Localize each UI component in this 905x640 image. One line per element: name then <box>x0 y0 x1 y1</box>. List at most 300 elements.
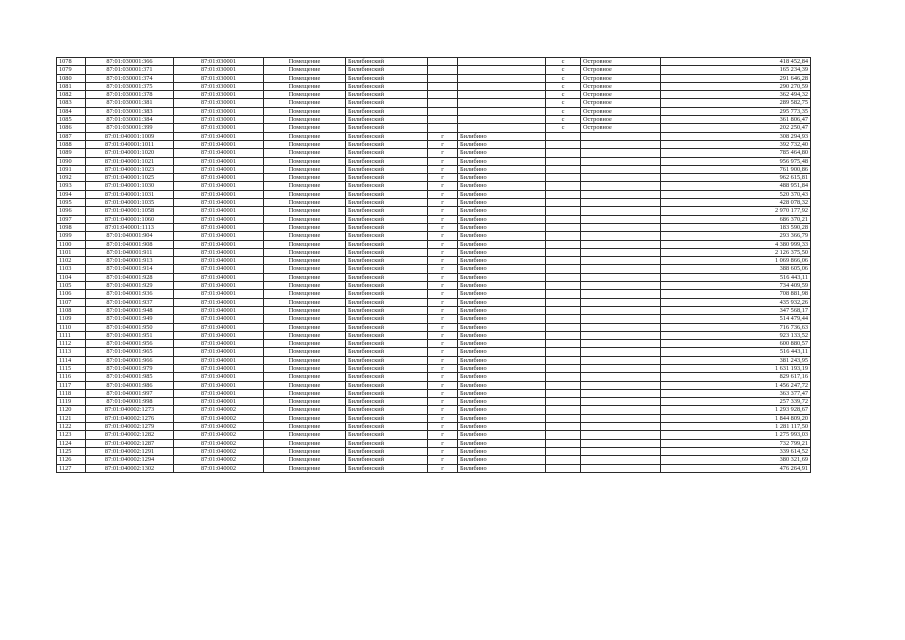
cadastral-number-cell: 87:01:040001:929 <box>86 282 174 290</box>
settlement-name-cell <box>458 91 546 99</box>
cadastral-cost-cell: 363 377,47 <box>661 389 811 397</box>
cadastral-cost-cell: 708 881,98 <box>661 290 811 298</box>
locality-type-cell <box>546 423 581 431</box>
row-number-cell: 1126 <box>57 456 86 464</box>
cadastral-number-cell: 87:01:040002:1291 <box>86 447 174 455</box>
locality-type-cell <box>546 165 581 173</box>
register-body <box>57 58 811 473</box>
locality-type-cell <box>546 431 581 439</box>
locality-type-cell <box>546 364 581 372</box>
cadastral-cost-cell: 347 568,17 <box>661 306 811 314</box>
cadastral-cost-cell: 291 646,28 <box>661 74 811 82</box>
district-cell: Билибинский <box>346 290 428 298</box>
locality-name-cell <box>581 348 661 356</box>
object-type-cell: Помещение <box>264 99 346 107</box>
cadastral-number-cell: 87:01:030001:383 <box>86 107 174 115</box>
locality-name-cell <box>581 298 661 306</box>
settlement-type-cell: г <box>428 165 458 173</box>
locality-type-cell: с <box>546 66 581 74</box>
locality-name-cell <box>581 182 661 190</box>
settlement-name-cell: Билибино <box>458 431 546 439</box>
cadastral-number-cell: 87:01:040001:1025 <box>86 174 174 182</box>
cadastral-number-cell: 87:01:040001:928 <box>86 273 174 281</box>
locality-type-cell <box>546 331 581 339</box>
cadastral-block-cell: 87:01:040001 <box>174 282 264 290</box>
row-number-cell: 1118 <box>57 389 86 397</box>
locality-name-cell <box>581 282 661 290</box>
cadastral-cost-cell: 1 293 928,67 <box>661 406 811 414</box>
cadastral-cost-cell: 2 970 177,92 <box>661 207 811 215</box>
locality-name-cell <box>581 248 661 256</box>
cadastral-register-table <box>56 57 811 473</box>
object-type-cell: Помещение <box>264 398 346 406</box>
row-number-cell: 1091 <box>57 165 86 173</box>
object-type-cell: Помещение <box>264 58 346 66</box>
object-type-cell: Помещение <box>264 66 346 74</box>
district-cell: Билибинский <box>346 381 428 389</box>
row-number-cell: 1121 <box>57 414 86 422</box>
locality-type-cell <box>546 232 581 240</box>
locality-name-cell <box>581 364 661 372</box>
object-type-cell: Помещение <box>264 389 346 397</box>
row-number-cell: 1096 <box>57 207 86 215</box>
district-cell: Билибинский <box>346 140 428 148</box>
locality-name-cell <box>581 381 661 389</box>
district-cell: Билибинский <box>346 464 428 472</box>
settlement-type-cell <box>428 116 458 124</box>
cadastral-block-cell: 87:01:040002 <box>174 423 264 431</box>
object-type-cell: Помещение <box>264 348 346 356</box>
settlement-name-cell: Билибино <box>458 356 546 364</box>
table-row <box>57 190 811 198</box>
row-number-cell: 1125 <box>57 447 86 455</box>
table-row <box>57 447 811 455</box>
locality-type-cell: с <box>546 116 581 124</box>
table-row <box>57 298 811 306</box>
table-row <box>57 364 811 372</box>
cadastral-number-cell: 87:01:040001:979 <box>86 364 174 372</box>
locality-type-cell <box>546 381 581 389</box>
district-cell: Билибинский <box>346 348 428 356</box>
cadastral-cost-cell: 923 133,52 <box>661 331 811 339</box>
object-type-cell: Помещение <box>264 423 346 431</box>
object-type-cell: Помещение <box>264 414 346 422</box>
cadastral-cost-cell: 435 932,26 <box>661 298 811 306</box>
row-number-cell: 1115 <box>57 364 86 372</box>
cadastral-number-cell: 87:01:040002:1287 <box>86 439 174 447</box>
settlement-type-cell: г <box>428 406 458 414</box>
object-type-cell: Помещение <box>264 331 346 339</box>
cadastral-number-cell: 87:01:040001:951 <box>86 331 174 339</box>
locality-name-cell <box>581 331 661 339</box>
district-cell: Билибинский <box>346 306 428 314</box>
district-cell: Билибинский <box>346 182 428 190</box>
district-cell: Билибинский <box>346 439 428 447</box>
table-row <box>57 99 811 107</box>
table-row <box>57 74 811 82</box>
row-number-cell: 1100 <box>57 240 86 248</box>
locality-name-cell: Островное <box>581 107 661 115</box>
district-cell: Билибинский <box>346 232 428 240</box>
cadastral-cost-cell: 956 975,48 <box>661 157 811 165</box>
object-type-cell: Помещение <box>264 431 346 439</box>
object-type-cell: Помещение <box>264 273 346 281</box>
object-type-cell: Помещение <box>264 190 346 198</box>
cadastral-cost-cell: 514 479,44 <box>661 315 811 323</box>
settlement-name-cell: Билибино <box>458 398 546 406</box>
row-number-cell: 1083 <box>57 99 86 107</box>
settlement-type-cell <box>428 124 458 132</box>
cadastral-cost-cell: 380 321,69 <box>661 456 811 464</box>
cadastral-block-cell: 87:01:040001 <box>174 157 264 165</box>
table-row <box>57 107 811 115</box>
settlement-type-cell: г <box>428 356 458 364</box>
cadastral-cost-cell: 362 494,32 <box>661 91 811 99</box>
cadastral-cost-cell: 716 736,63 <box>661 323 811 331</box>
object-type-cell: Помещение <box>264 74 346 82</box>
settlement-name-cell: Билибино <box>458 157 546 165</box>
locality-type-cell <box>546 389 581 397</box>
row-number-cell: 1103 <box>57 265 86 273</box>
locality-name-cell <box>581 140 661 148</box>
row-number-cell: 1127 <box>57 464 86 472</box>
cadastral-block-cell: 87:01:040001 <box>174 348 264 356</box>
table-row <box>57 66 811 74</box>
locality-name-cell <box>581 306 661 314</box>
settlement-type-cell: г <box>428 348 458 356</box>
settlement-name-cell <box>458 124 546 132</box>
settlement-name-cell: Билибино <box>458 273 546 281</box>
locality-name-cell <box>581 398 661 406</box>
settlement-type-cell <box>428 82 458 90</box>
settlement-type-cell: г <box>428 447 458 455</box>
row-number-cell: 1101 <box>57 248 86 256</box>
locality-type-cell <box>546 207 581 215</box>
settlement-name-cell <box>458 66 546 74</box>
locality-name-cell <box>581 174 661 182</box>
cadastral-block-cell: 87:01:040001 <box>174 315 264 323</box>
object-type-cell: Помещение <box>264 315 346 323</box>
locality-name-cell <box>581 315 661 323</box>
cadastral-block-cell: 87:01:040001 <box>174 323 264 331</box>
row-number-cell: 1102 <box>57 257 86 265</box>
locality-name-cell <box>581 423 661 431</box>
settlement-name-cell: Билибино <box>458 464 546 472</box>
settlement-type-cell: г <box>428 464 458 472</box>
cadastral-cost-cell: 4 380 999,33 <box>661 240 811 248</box>
locality-name-cell <box>581 389 661 397</box>
settlement-name-cell: Билибино <box>458 423 546 431</box>
settlement-name-cell: Билибино <box>458 215 546 223</box>
settlement-name-cell <box>458 107 546 115</box>
cadastral-block-cell: 87:01:040002 <box>174 439 264 447</box>
cadastral-block-cell: 87:01:040001 <box>174 199 264 207</box>
cadastral-cost-cell: 388 605,06 <box>661 265 811 273</box>
locality-type-cell <box>546 248 581 256</box>
settlement-type-cell: г <box>428 431 458 439</box>
cadastral-cost-cell: 308 294,93 <box>661 132 811 140</box>
settlement-type-cell: г <box>428 298 458 306</box>
settlement-name-cell: Билибино <box>458 265 546 273</box>
object-type-cell: Помещение <box>264 373 346 381</box>
row-number-cell: 1088 <box>57 140 86 148</box>
cadastral-block-cell: 87:01:040002 <box>174 464 264 472</box>
settlement-name-cell: Билибино <box>458 406 546 414</box>
object-type-cell: Помещение <box>264 464 346 472</box>
row-number-cell: 1107 <box>57 298 86 306</box>
cadastral-number-cell: 87:01:040001:1058 <box>86 207 174 215</box>
settlement-type-cell: г <box>428 149 458 157</box>
locality-name-cell <box>581 232 661 240</box>
table-row <box>57 82 811 90</box>
table-row <box>57 290 811 298</box>
locality-type-cell <box>546 356 581 364</box>
district-cell: Билибинский <box>346 207 428 215</box>
locality-type-cell <box>546 157 581 165</box>
district-cell: Билибинский <box>346 107 428 115</box>
settlement-name-cell: Билибино <box>458 414 546 422</box>
row-number-cell: 1120 <box>57 406 86 414</box>
district-cell: Билибинский <box>346 74 428 82</box>
district-cell: Билибинский <box>346 66 428 74</box>
table-row <box>57 306 811 314</box>
locality-type-cell <box>546 447 581 455</box>
settlement-type-cell: г <box>428 273 458 281</box>
cadastral-cost-cell: 476 264,91 <box>661 464 811 472</box>
cadastral-number-cell: 87:01:040002:1273 <box>86 406 174 414</box>
cadastral-block-cell: 87:01:040001 <box>174 223 264 231</box>
object-type-cell: Помещение <box>264 174 346 182</box>
table-row <box>57 282 811 290</box>
cadastral-cost-cell: 289 582,75 <box>661 99 811 107</box>
row-number-cell: 1110 <box>57 323 86 331</box>
object-type-cell: Помещение <box>264 223 346 231</box>
settlement-name-cell: Билибино <box>458 149 546 157</box>
locality-name-cell <box>581 456 661 464</box>
cadastral-block-cell: 87:01:030001 <box>174 116 264 124</box>
row-number-cell: 1097 <box>57 215 86 223</box>
locality-name-cell: Островное <box>581 124 661 132</box>
locality-name-cell: Островное <box>581 99 661 107</box>
cadastral-cost-cell: 516 443,11 <box>661 348 811 356</box>
cadastral-cost-cell: 686 370,21 <box>661 215 811 223</box>
cadastral-cost-cell: 734 409,59 <box>661 282 811 290</box>
locality-name-cell: Островное <box>581 74 661 82</box>
cadastral-block-cell: 87:01:040001 <box>174 165 264 173</box>
table-row <box>57 223 811 231</box>
table-row <box>57 182 811 190</box>
cadastral-block-cell: 87:01:040001 <box>174 340 264 348</box>
cadastral-cost-cell: 339 614,52 <box>661 447 811 455</box>
cadastral-cost-cell: 290 270,59 <box>661 82 811 90</box>
object-type-cell: Помещение <box>264 306 346 314</box>
table-row <box>57 464 811 472</box>
locality-type-cell <box>546 340 581 348</box>
locality-name-cell <box>581 464 661 472</box>
district-cell: Билибинский <box>346 58 428 66</box>
settlement-name-cell: Билибино <box>458 348 546 356</box>
locality-name-cell <box>581 290 661 298</box>
cadastral-number-cell: 87:01:040001:1035 <box>86 199 174 207</box>
row-number-cell: 1084 <box>57 107 86 115</box>
settlement-name-cell: Билибино <box>458 248 546 256</box>
cadastral-cost-cell: 732 799,21 <box>661 439 811 447</box>
cadastral-number-cell: 87:01:040001:904 <box>86 232 174 240</box>
locality-type-cell <box>546 140 581 148</box>
settlement-type-cell: г <box>428 364 458 372</box>
row-number-cell: 1108 <box>57 306 86 314</box>
cadastral-block-cell: 87:01:030001 <box>174 82 264 90</box>
locality-type-cell: с <box>546 82 581 90</box>
cadastral-cost-cell: 1 281 117,50 <box>661 423 811 431</box>
row-number-cell: 1124 <box>57 439 86 447</box>
locality-type-cell <box>546 439 581 447</box>
table-row <box>57 381 811 389</box>
district-cell: Билибинский <box>346 82 428 90</box>
cadastral-number-cell: 87:01:040001:949 <box>86 315 174 323</box>
cadastral-cost-cell: 516 443,11 <box>661 273 811 281</box>
cadastral-block-cell: 87:01:040001 <box>174 290 264 298</box>
locality-type-cell: с <box>546 74 581 82</box>
cadastral-number-cell: 87:01:030001:375 <box>86 82 174 90</box>
settlement-name-cell <box>458 99 546 107</box>
district-cell: Билибинский <box>346 340 428 348</box>
district-cell: Билибинский <box>346 199 428 207</box>
locality-name-cell <box>581 265 661 273</box>
settlement-type-cell: г <box>428 398 458 406</box>
cadastral-block-cell: 87:01:040001 <box>174 215 264 223</box>
locality-name-cell <box>581 199 661 207</box>
settlement-name-cell <box>458 116 546 124</box>
settlement-name-cell: Билибино <box>458 331 546 339</box>
cadastral-number-cell: 87:01:040001:1009 <box>86 132 174 140</box>
object-type-cell: Помещение <box>264 132 346 140</box>
district-cell: Билибинский <box>346 431 428 439</box>
settlement-type-cell: г <box>428 306 458 314</box>
settlement-name-cell: Билибино <box>458 389 546 397</box>
cadastral-number-cell: 87:01:040001:1020 <box>86 149 174 157</box>
locality-type-cell <box>546 373 581 381</box>
settlement-name-cell: Билибино <box>458 340 546 348</box>
district-cell: Билибинский <box>346 265 428 273</box>
locality-name-cell <box>581 223 661 231</box>
table-row <box>57 215 811 223</box>
locality-type-cell <box>546 398 581 406</box>
district-cell: Билибинский <box>346 257 428 265</box>
district-cell: Билибинский <box>346 456 428 464</box>
cadastral-cost-cell: 183 590,28 <box>661 223 811 231</box>
locality-type-cell <box>546 323 581 331</box>
locality-name-cell: Островное <box>581 66 661 74</box>
locality-name-cell <box>581 356 661 364</box>
settlement-name-cell <box>458 74 546 82</box>
object-type-cell: Помещение <box>264 439 346 447</box>
locality-name-cell: Островное <box>581 82 661 90</box>
object-type-cell: Помещение <box>264 82 346 90</box>
object-type-cell: Помещение <box>264 140 346 148</box>
district-cell: Билибинский <box>346 356 428 364</box>
cadastral-number-cell: 87:01:040001:936 <box>86 290 174 298</box>
cadastral-block-cell: 87:01:040001 <box>174 373 264 381</box>
settlement-type-cell <box>428 99 458 107</box>
district-cell: Билибинский <box>346 398 428 406</box>
cadastral-cost-cell: 962 615,81 <box>661 174 811 182</box>
cadastral-number-cell: 87:01:040001:1021 <box>86 157 174 165</box>
settlement-type-cell <box>428 74 458 82</box>
table-row <box>57 207 811 215</box>
settlement-type-cell: г <box>428 381 458 389</box>
row-number-cell: 1087 <box>57 132 86 140</box>
cadastral-cost-cell: 418 452,84 <box>661 58 811 66</box>
settlement-type-cell: г <box>428 223 458 231</box>
cadastral-number-cell: 87:01:040001:1060 <box>86 215 174 223</box>
cadastral-block-cell: 87:01:030001 <box>174 124 264 132</box>
district-cell: Билибинский <box>346 91 428 99</box>
settlement-type-cell: г <box>428 331 458 339</box>
locality-type-cell: с <box>546 91 581 99</box>
cadastral-number-cell: 87:01:030001:366 <box>86 58 174 66</box>
locality-type-cell <box>546 414 581 422</box>
row-number-cell: 1098 <box>57 223 86 231</box>
cadastral-number-cell: 87:01:040001:986 <box>86 381 174 389</box>
locality-name-cell: Островное <box>581 116 661 124</box>
locality-type-cell <box>546 190 581 198</box>
settlement-name-cell: Билибино <box>458 223 546 231</box>
table-row <box>57 439 811 447</box>
cadastral-block-cell: 87:01:040001 <box>174 356 264 364</box>
cadastral-number-cell: 87:01:040001:911 <box>86 248 174 256</box>
locality-type-cell <box>546 199 581 207</box>
table-row <box>57 431 811 439</box>
object-type-cell: Помещение <box>264 257 346 265</box>
settlement-type-cell: г <box>428 265 458 273</box>
cadastral-block-cell: 87:01:040001 <box>174 240 264 248</box>
row-number-cell: 1104 <box>57 273 86 281</box>
cadastral-number-cell: 87:01:030001:381 <box>86 99 174 107</box>
district-cell: Билибинский <box>346 215 428 223</box>
cadastral-cost-cell: 1 275 993,03 <box>661 431 811 439</box>
cadastral-block-cell: 87:01:040001 <box>174 265 264 273</box>
cadastral-block-cell: 87:01:040001 <box>174 190 264 198</box>
district-cell: Билибинский <box>346 124 428 132</box>
cadastral-number-cell: 87:01:040001:937 <box>86 298 174 306</box>
settlement-name-cell: Билибино <box>458 257 546 265</box>
object-type-cell: Помещение <box>264 290 346 298</box>
settlement-type-cell: г <box>428 257 458 265</box>
row-number-cell: 1095 <box>57 199 86 207</box>
object-type-cell: Помещение <box>264 124 346 132</box>
cadastral-cost-cell: 392 732,40 <box>661 140 811 148</box>
cadastral-number-cell: 87:01:040002:1302 <box>86 464 174 472</box>
locality-type-cell <box>546 174 581 182</box>
settlement-name-cell: Билибино <box>458 132 546 140</box>
cadastral-block-cell: 87:01:040001 <box>174 182 264 190</box>
settlement-name-cell: Билибино <box>458 447 546 455</box>
settlement-name-cell: Билибино <box>458 165 546 173</box>
cadastral-cost-cell: 1 456 247,72 <box>661 381 811 389</box>
cadastral-number-cell: 87:01:040001:1030 <box>86 182 174 190</box>
table-row <box>57 265 811 273</box>
settlement-type-cell: г <box>428 340 458 348</box>
cadastral-number-cell: 87:01:040002:1294 <box>86 456 174 464</box>
district-cell: Билибинский <box>346 157 428 165</box>
table-row <box>57 124 811 132</box>
cadastral-block-cell: 87:01:040001 <box>174 331 264 339</box>
row-number-cell: 1094 <box>57 190 86 198</box>
row-number-cell: 1114 <box>57 356 86 364</box>
cadastral-number-cell: 87:01:040002:1279 <box>86 423 174 431</box>
settlement-type-cell: г <box>428 207 458 215</box>
